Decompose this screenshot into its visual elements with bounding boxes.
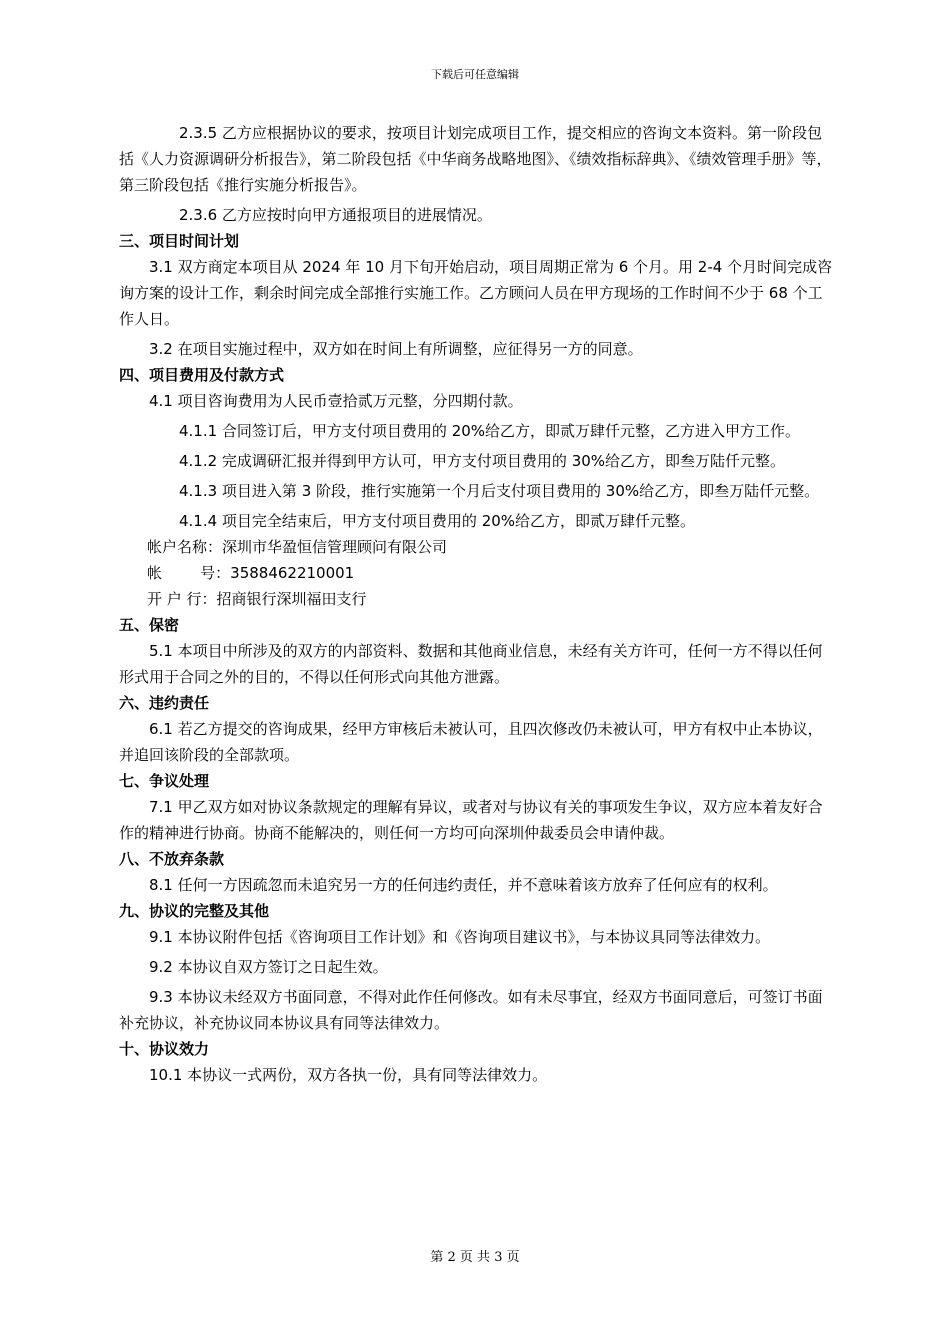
clause-4-1: 4.1 项目咨询费用为人民币壹拾贰万元整，分四期付款。 xyxy=(149,392,523,410)
document-body xyxy=(119,120,835,1088)
section-heading-8: 八、不放弃条款 xyxy=(119,850,225,868)
section-heading-4: 四、项目费用及付款方式 xyxy=(119,366,285,384)
clause-9-3: 9.3 本协议未经双方书面同意，不得对此作任何修改。如有未尽事宜，经双方书面同意后，可签订书面补充协议，补充协议同本协议具有同等法律效力。 xyxy=(119,988,823,1032)
clause-7-1: 7.1 甲乙双方如对协议条款规定的理解有异议，或者对与协议有关的事项发生争议，双方应本着友好合作的精神进行协商。协商不能解决的，则任何一方均可向深圳仲裁委员会申请仲裁。 xyxy=(119,798,823,842)
clause-4-1-4: 4.1.4 项目完全结束后，甲方支付项目费用的 20%给乙方，即贰万肆仟元整。 xyxy=(179,512,696,530)
section-heading-9: 九、协议的完整及其他 xyxy=(119,902,270,920)
clause-9-1: 9.1 本协议附件包括《咨询项目工作计划》和《咨询项目建议书》，与本协议具同等法律效力。 xyxy=(149,928,771,946)
section-heading-3: 三、项目时间计划 xyxy=(119,232,240,250)
clause-4-1-2: 4.1.2 完成调研汇报并得到甲方认可，甲方支付项目费用的 30%给乙方，即叁万陆仟元整。 xyxy=(179,452,786,470)
section-heading-6: 六、违约责任 xyxy=(119,694,210,712)
clause-5-1: 5.1 本项目中所涉及的双方的内部资料、数据和其他商业信息，未经有关方许可，任何一方不得以任何形式用于合同之外的目的，不得以任何形式向其他方泄露。 xyxy=(119,642,823,686)
clause-8-1: 8.1 任何一方因疏忽而未追究另一方的任何违约责任，并不意味着该方放弃了任何应有的权利。 xyxy=(149,876,778,894)
clause-2-3-5: 2.3.5 乙方应根据协议的要求，按项目计划完成项目工作，提交相应的咨询文本资料。第一阶段包括《人力资源调研分析报告》，第二阶段包括《中华商务战略地图》、《绩效指标辞典》、《绩效管理手册》等，第三阶段包括《推行实施分析报告》。 xyxy=(119,124,832,194)
clause-2-3-6: 2.3.6 乙方应按时向甲方通报项目的进展情况。 xyxy=(179,206,492,224)
account-bank: 开 户 行：招商银行深圳福田支行 xyxy=(147,590,367,608)
account-name: 帐户名称：深圳市华盈恒信管理顾问有限公司 xyxy=(147,538,448,556)
clause-3-1: 3.1 双方商定本项目从 2024 年 10 月下旬开始启动，项目周期正常为 6 个月。用 2-4 个月时间完成咨询方案的设计工作，剩余时间完成全部推行实施工作。乙方顾问人员在甲方现场的工作时间不少于 68 个工作人日。 xyxy=(119,258,833,328)
clause-6-1: 6.1 若乙方提交的咨询成果，经甲方审核后未被认可，且四次修改仍未被认可，甲方有权中止本协议，并追回该阶段的全部款项。 xyxy=(119,720,823,764)
page-footer: 第 2 页 共 3 页 xyxy=(430,1250,520,1265)
section-heading-10: 十、协议效力 xyxy=(119,1040,210,1058)
clause-3-2: 3.2 在项目实施过程中，双方如在时间上有所调整，应征得另一方的同意。 xyxy=(149,340,643,358)
clause-4-1-3: 4.1.3 项目进入第 3 阶段，推行实施第一个月后支付项目费用的 30%给乙方，即叁万陆仟元整。 xyxy=(179,482,820,500)
clause-4-1-1: 4.1.1 合同签订后，甲方支付项目费用的 20%给乙方，即贰万肆仟元整，乙方进入甲方工作。 xyxy=(179,422,801,440)
clause-9-2: 9.2 本协议自双方签订之日起生效。 xyxy=(149,958,388,976)
clause-10-1: 10.1 本协议一式两份，双方各执一份，具有同等法律效力。 xyxy=(149,1066,548,1084)
section-heading-5: 五、保密 xyxy=(119,616,180,634)
section-heading-7: 七、争议处理 xyxy=(119,772,210,790)
page-header: 下载后可任意编辑 xyxy=(431,68,519,81)
account-number: 帐 号：3588462210001 xyxy=(147,564,355,582)
